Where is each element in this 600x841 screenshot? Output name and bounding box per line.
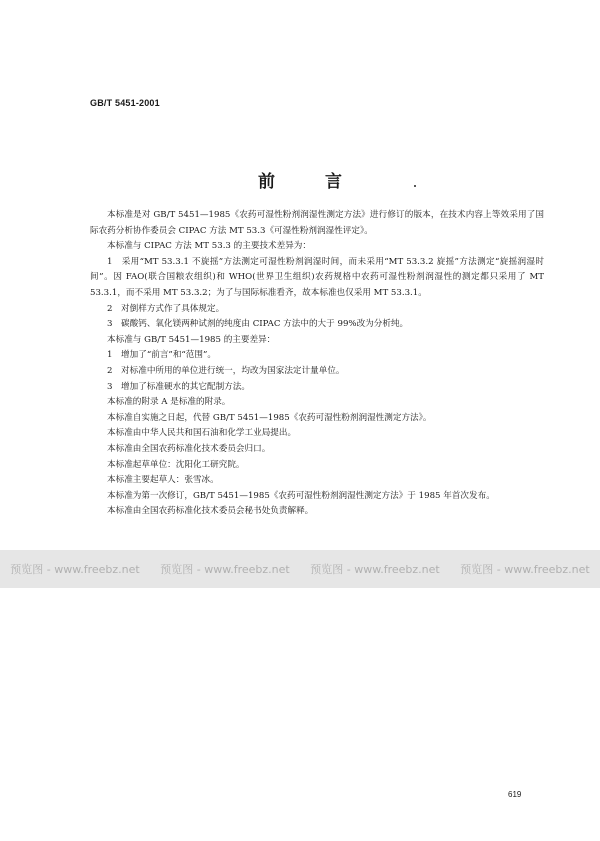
paragraph: 3 碳酸钙、氧化镁两种试剂的纯度由 CIPAC 方法中的大于 99%改为分析纯。 bbox=[107, 319, 409, 330]
watermark-text: 预览图 - www.freebz.net bbox=[460, 563, 590, 576]
watermark-text: 预览图 - www.freebz.net bbox=[310, 563, 440, 576]
foreword-body bbox=[90, 208, 544, 520]
paragraph: 3 增加了标准硬水的其它配制方法。 bbox=[107, 381, 250, 392]
paragraph: 1 增加了“前言”和“范围”。 bbox=[107, 350, 216, 361]
paragraph: 本标准由中华人民共和国石油和化学工业局提出。 bbox=[107, 428, 297, 439]
page-number: 619 bbox=[508, 790, 522, 799]
decorative-dot bbox=[414, 185, 416, 187]
paragraph: 本标准与 CIPAC 方法 MT 53.3 的主要技术差异为： bbox=[107, 241, 311, 252]
paragraph: 本标准自实施之日起，代替 GB/T 5451—1985《农药可湿性粉剂润湿性测定方法》。 bbox=[107, 412, 432, 423]
paragraph: 本标准与 GB/T 5451—1985 的主要差异： bbox=[107, 334, 276, 345]
paragraph: 1 采用“MT 53.3.1 不旋摇”方法测定可湿性粉剂润湿时间，而未采用“MT 53.3.2 旋摇”方法测定“旋摇润湿时间”。因 FAO(联合国粮农组织)和 WHO(世界卫生组织)农药规格中农药可湿性粉剂润湿性的测定都只采用了 MT 53.3.1，而不采用 MT 53.3.2；为了与国际标准看齐，故本标准也仅采用 MT 53.3.1。 bbox=[90, 256, 544, 298]
paragraph: 本标准的附录 A 是标准的附录。 bbox=[107, 397, 231, 408]
watermark-text: 预览图 - www.freebz.net bbox=[160, 563, 290, 576]
paragraph: 本标准是对 GB/T 5451—1985《农药可湿性粉剂润湿性测定方法》进行修订的版本，在技术内容上等效采用了国际农药分析协作委员会 CIPAC 方法 MT 53.3《可湿性粉剂润湿性评定》。 bbox=[90, 210, 544, 236]
paragraph: 本标准为第一次修订，GB/T 5451—1985《农药可湿性粉剂润湿性测定方法》于 1985 年首次发布。 bbox=[107, 490, 495, 501]
paragraph: 本标准起草单位：沈阳化工研究院。 bbox=[107, 459, 245, 470]
paragraph: 本标准由全国农药标准化技术委员会归口。 bbox=[107, 443, 271, 454]
standard-code: GB/T 5451-2001 bbox=[90, 98, 160, 108]
page-title: 前 言 bbox=[258, 172, 364, 192]
paragraph: 本标准由全国农药标准化技术委员会秘书处负责解释。 bbox=[107, 506, 314, 517]
paragraph: 2 对标准中所用的单位进行统一，均改为国家法定计量单位。 bbox=[107, 365, 345, 376]
paragraph: 本标准主要起草人：张雪冰。 bbox=[107, 475, 219, 486]
watermark-text: 预览图 - www.freebz.net bbox=[10, 563, 140, 576]
watermark-band bbox=[0, 550, 600, 588]
paragraph: 2 对倒样方式作了具体规定。 bbox=[107, 303, 225, 314]
